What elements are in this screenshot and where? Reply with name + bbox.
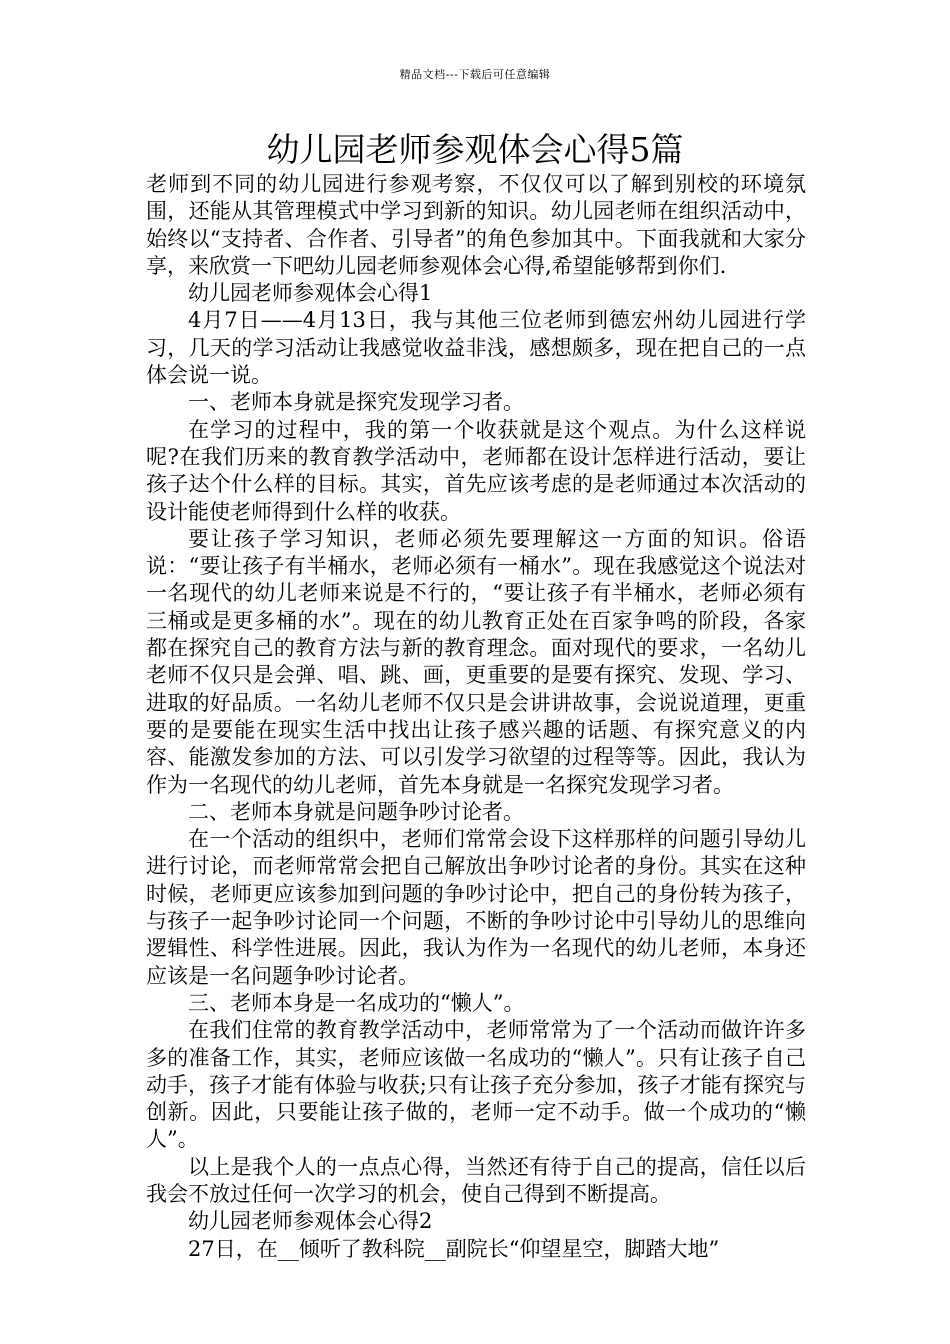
paragraph: 在学习的过程中，我的第一个收获就是这个观点。为什么这样说呢?在我们历来的教育教学活动中，老师都在设计怎样进行活动，要让孩子达个什么样的目标。其实，首先应该考虑的是老师通过本次活动的设计能使老师得到什么样的收获。 (146, 417, 806, 524)
paragraph: 在一个活动的组织中，老师们常常会设下这样那样的问题引导幼儿进行讨论，而老师常常会把自己解放出争吵讨论者的身份。其实在这种时候，老师更应该参加到问题的争吵讨论中，把自己的身份转为孩子，与孩子一起争吵讨论同一个问题，不断的争吵讨论中引导幼儿的思维向逻辑性、科学性进展。因此，我认为作为一名现代的幼儿老师，本身还应该是一名问题争吵讨论者。 (146, 827, 806, 988)
header-note: 精品文档---下载后可任意编辑 (399, 68, 551, 81)
intro-paragraph: 老师到不同的幼儿园进行参观考察，不仅仅可以了解到别校的环境氛围，还能从其管理模式中学习到新的知识。幼儿园老师在组织活动中，始终以“支持者、合作者、引导者”的角色参加其中。下面我就和大家分享，来欣赏一下吧幼儿园老师参观体会心得,希望能够帮到你们. (146, 172, 806, 278)
paragraph: 27日，在__倾听了教科院__副院长“仰望星空，脚踏大地” (188, 1236, 720, 1261)
point-heading-3: 三、老师本身是一名成功的“懒人”。 (188, 990, 525, 1015)
section-heading-1: 幼儿园老师参观体会心得1 (188, 281, 433, 306)
point-heading-2: 二、老师本身就是问题争吵讨论者。 (188, 799, 524, 824)
paragraph: 4月7日——4月13日，我与其他三位老师到德宏州幼儿园进行学习，几天的学习活动让我感觉收益非浅，感想颇多，现在把自己的一点体会说一说。 (146, 308, 806, 388)
page-title: 幼儿园老师参观体会心得5篇 (266, 130, 684, 169)
section-heading-2: 幼儿园老师参观体会心得2 (188, 1209, 433, 1234)
document-body (146, 171, 806, 1263)
paragraph: 要让孩子学习知识，老师必须先要理解这一方面的知识。俗语说：“要让孩子有半桶水，老师必须有一桶水”。现在我感觉这个说法对一名现代的幼儿老师来说是不行的，“要让孩子有半桶水，老师必须有三桶或是更多桶的水”。现在的幼儿教育正处在百家争鸣的阶段，各家都在探究自己的教育方法与新的教育理念。面对现代的要求，一名幼儿老师不仅只是会弹、唱、跳、画，更重要的是要有探究、发现、学习、进取的好品质。一名幼儿老师不仅只是会讲讲故事，会说说道理，更重要的是要能在现实生活中找出让孩子感兴趣的话题、有探究意义的内容、能激发参加的方法、可以引发学习欲望的过程等等。因此，我认为作为一名现代的幼儿老师，首先本身就是一名探究发现学习者。 (146, 526, 806, 797)
point-heading-1: 一、老师本身就是探究发现学习者。 (188, 390, 524, 415)
paragraph: 在我们住常的教育教学活动中，老师常常为了一个活动而做许许多多的准备工作，其实，老师应该做一名成功的“懒人”。只有让孩子自己动手，孩子才能有体验与收获;只有让孩子充分参加，孩子才能有探究与创新。因此，只要能让孩子做的，老师一定不动手。做一个成功的“懒人”。 (146, 1018, 806, 1152)
paragraph: 以上是我个人的一点点心得，当然还有待于自己的提高，信任以后我会不放过任何一次学习的机会，使自己得到不断提高。 (146, 1154, 806, 1206)
